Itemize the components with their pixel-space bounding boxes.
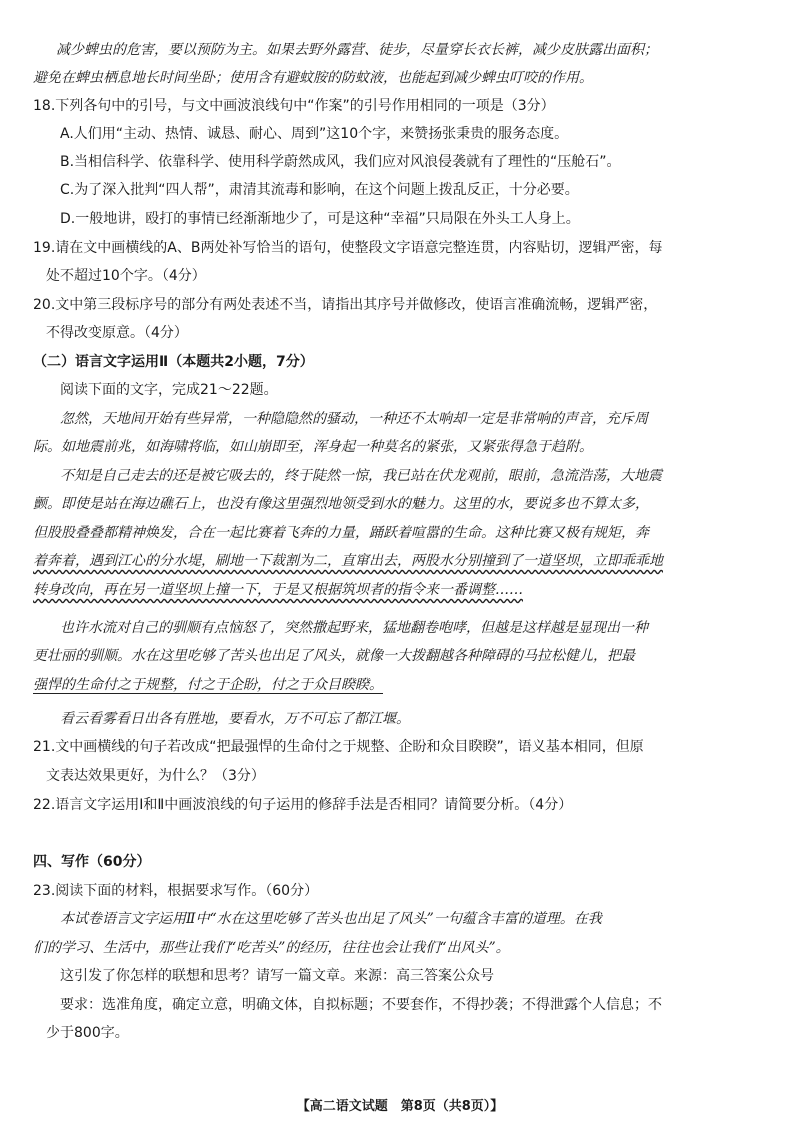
question-21-cont: 文表达效果更好，为什么？（3分）	[46, 768, 265, 784]
material-line-1: 本试卷语言文字运用Ⅱ中“水在这里吃够了苦头也出足了风头”一句蕴含丰富的道理。在我	[60, 911, 602, 927]
question-20: 20.文中第三段标序号的部分有两处表述不当，请指出其序号并做修改，使语言准确流畅，逻辑严密，	[33, 297, 658, 313]
passage-2-line-5: 但股股叠叠都精神焕发，合在一起比赛着飞奔的力量，踊跃着喧嚣的生命。这种比赛又极有规矩，奔	[33, 525, 649, 541]
writing-prompt: 这引发了你怎样的联想和思考？请写一篇文章。来源：高三答案公众号	[60, 968, 494, 984]
page-footer: 【高二语文试题 第8页（共8页）】	[296, 1099, 504, 1114]
material-line-2: 们的学习、生活中，那些让我们“吃苦头”的经历，往往也会让我们“出风头”。	[33, 940, 510, 956]
passage-2-line-9: 更壮丽的驯顺。水在这里吃够了苦头也出足了风头，就像一大拨翻越各种障碍的马拉松健儿，把最	[33, 648, 635, 664]
option-18-c: C.为了深入批判“四人帮”，肃清其流毒和影响，在这个问题上拨乱反正，十分必要。	[60, 182, 579, 198]
passage-2-line-11: 看云看雾看日出各有胜地，要看水，万不可忘了都江堰。	[60, 711, 410, 727]
question-22: 22.语言文字运用Ⅰ和Ⅱ中画波浪线的句子运用的修辞手法是否相同？请简要分析。（4分）	[33, 797, 573, 813]
option-18-a: A.人们用“主动、热情、诚恳、耐心、周到”这10个字，来赞扬张秉贵的服务态度。	[60, 126, 569, 142]
section-heading-4: 四、写作（60分）	[33, 854, 151, 870]
option-18-d: D.一般地讲，殴打的事情已经渐渐地少了，可是这种“幸福”只局限在外头工人身上。	[60, 211, 580, 227]
passage-2-line-1: 忽然，天地间开始有些异常，一种隐隐然的骚动，一种还不太响却一定是非常响的声音，充斥周	[60, 411, 648, 427]
passage-2-line-10-underlined: 强悍的生命付之于规整，付之于企盼，付之于众目睽睽。	[33, 677, 383, 693]
section-heading-2: （二）语言文字运用Ⅱ（本题共2小题，7分）	[33, 354, 314, 370]
question-18: 18.下列各句中的引号，与文中画波浪线句中“作案”的引号作用相同的一项是（3分）	[33, 98, 555, 114]
passage-line-2: 避免在蜱虫栖息地长时间坐卧；使用含有避蚊胺的防蚊液，也能起到减少蜱虫叮咬的作用。	[33, 70, 593, 86]
passage-2-line-8: 也许水流对自己的驯顺有点恼怒了，突然撒起野来，猛地翻卷咆哮，但越是这样越是显现出一种	[60, 620, 648, 636]
passage-line-1: 减少蜱虫的危害，要以预防为主。如果去野外露营、徒步，尽量穿长衣长裤，减少皮肤露出面积；	[56, 42, 658, 58]
option-18-b: B.当相信科学、依靠科学、使用科学蔚然成风，我们应对风浪侵袭就有了理性的“压舱石”。	[60, 154, 621, 170]
writing-requirements-cont: 少于800字。	[46, 1025, 129, 1041]
passage-2-line-2: 际。如地震前兆，如海啸将临，如山崩即至，浑身起一种莫名的紧张，又紧张得急于趋附。	[33, 439, 593, 455]
question-21: 21.文中画横线的句子若改成“把最强悍的生命付之于规整、企盼和众目睽睽”，语义基本相同，但原	[33, 739, 644, 755]
question-19: 19.请在文中画横线的A、B两处补写恰当的语句，使整段文字语意完整连贯，内容贴切，逻辑严密，每	[33, 240, 663, 256]
passage-2-line-7-wavy: 转身改向，再在另一道坚坝上撞一下，于是又根据筑坝者的指令来一番调整……	[33, 582, 523, 598]
passage-2-line-6-wavy: 着奔着，遇到江心的分水堤，刷地一下裁割为二，直窜出去，两股水分别撞到了一道坚坝，立即乖乖地	[33, 553, 663, 569]
writing-requirements: 要求：选准角度，确定立意，明确文体，自拟标题；不要套作，不得抄袭；不得泄露个人信息；不	[60, 997, 662, 1013]
passage-2-line-4: 颤。即使是站在海边礁石上，也没有像这里强烈地领受到水的魅力。这里的水，要说多也不算太多，	[33, 496, 649, 512]
question-19-cont: 处不超过10个字。（4分）	[46, 268, 206, 284]
reading-instruction: 阅读下面的文字，完成21～22题。	[60, 382, 278, 398]
question-23: 23.阅读下面的材料，根据要求写作。（60分）	[33, 883, 319, 899]
question-20-cont: 不得改变原意。（4分）	[46, 325, 188, 341]
passage-2-line-3: 不知是自己走去的还是被它吸去的，终于陡然一惊，我已站在伏龙观前，眼前，急流浩荡，大地震	[60, 468, 662, 484]
